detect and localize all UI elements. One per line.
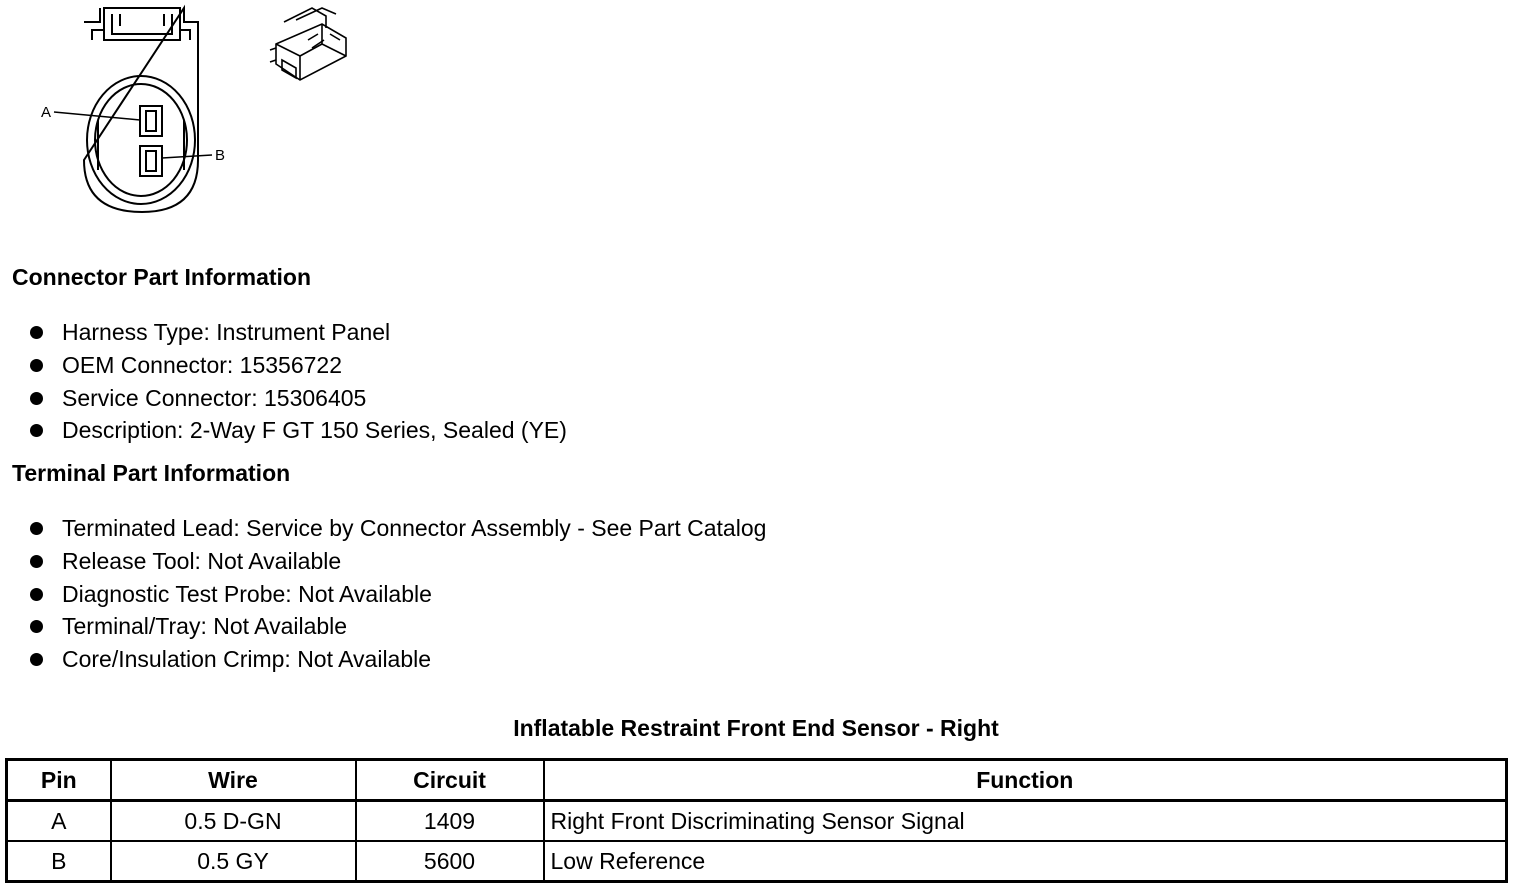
list-item: Harness Type: Instrument Panel [0, 316, 567, 349]
bullet-icon [30, 424, 43, 437]
list-item: Release Tool: Not Available [0, 545, 766, 578]
bullet-icon [30, 555, 43, 568]
column-header-function: Function [544, 760, 1507, 801]
connector-info-heading: Connector Part Information [12, 264, 312, 290]
connector-info-list [0, 316, 567, 447]
bullet-icon [30, 359, 43, 372]
column-header-pin: Pin [7, 760, 111, 801]
connector-isometric-diagram [262, 0, 362, 92]
circuit-cell: 5600 [356, 841, 544, 882]
column-header-circuit: Circuit [356, 760, 544, 801]
pin-table [5, 758, 1508, 883]
pin-cell: A [7, 801, 111, 842]
bullet-icon [30, 522, 43, 535]
circuit-cell: 1409 [356, 801, 544, 842]
bullet-icon [30, 392, 43, 405]
table-row [7, 801, 1507, 842]
list-item: Terminated Lead: Service by Connector Assembly - See Part Catalog [0, 512, 766, 545]
bullet-icon [30, 588, 43, 601]
cavity-a-label: A [41, 104, 52, 121]
list-item: Diagnostic Test Probe: Not Available [0, 578, 766, 611]
list-item: Service Connector: 15306405 [0, 382, 567, 415]
bullet-icon [30, 653, 43, 666]
list-item: Core/Insulation Crimp: Not Available [0, 643, 766, 676]
cavity-b-label: B [215, 147, 226, 164]
pin-cell: B [7, 841, 111, 882]
pin-table-title: Inflatable Restraint Front End Sensor - Right [513, 715, 999, 741]
function-cell: Right Front Discriminating Sensor Signal [544, 801, 1507, 842]
bullet-icon [30, 620, 43, 633]
connector-face-diagram [30, 0, 250, 220]
list-item: Terminal/Tray: Not Available [0, 610, 766, 643]
list-item: OEM Connector: 15356722 [0, 349, 567, 382]
table-header-row [7, 760, 1507, 801]
table-row [7, 841, 1507, 882]
bullet-icon [30, 326, 43, 339]
wire-cell: 0.5 GY [111, 841, 356, 882]
list-item: Description: 2-Way F GT 150 Series, Sealed (YE) [0, 414, 567, 447]
column-header-wire: Wire [111, 760, 356, 801]
wire-cell: 0.5 D-GN [111, 801, 356, 842]
terminal-info-heading: Terminal Part Information [12, 460, 291, 486]
function-cell: Low Reference [544, 841, 1507, 882]
terminal-info-list [0, 512, 766, 676]
